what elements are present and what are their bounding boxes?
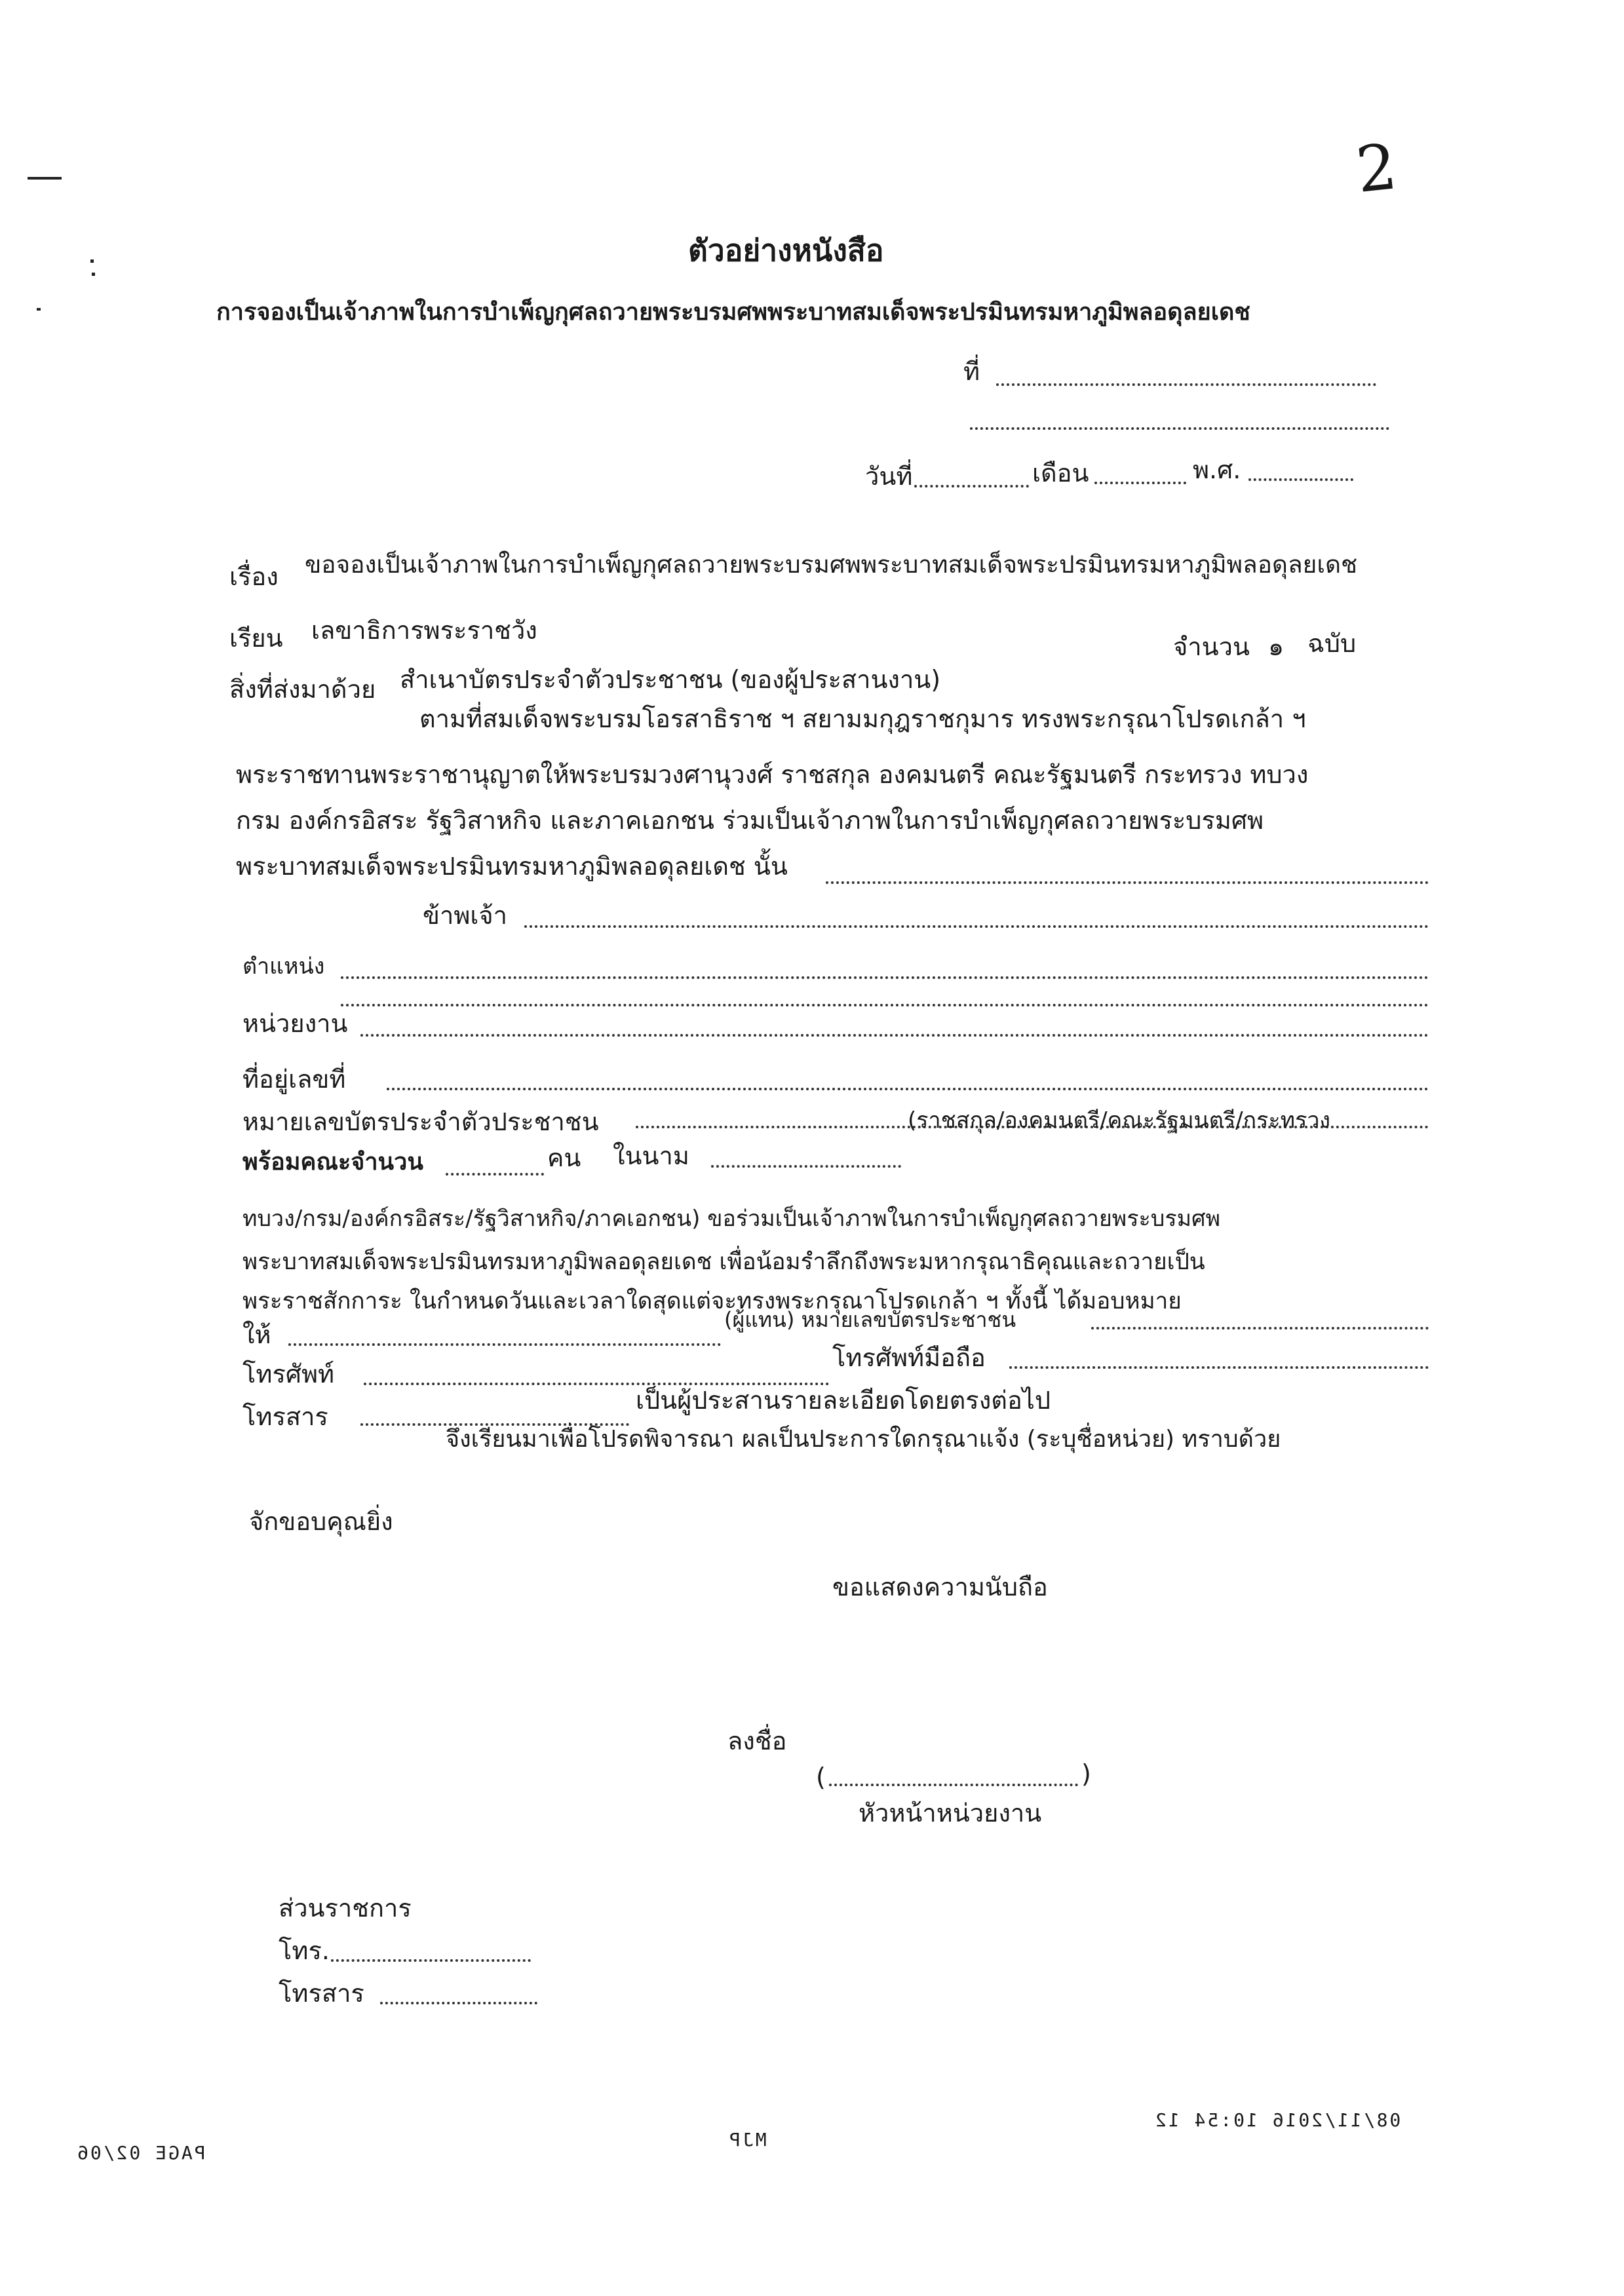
representative-name-field[interactable] (288, 1343, 721, 1346)
mobile-field[interactable] (1009, 1366, 1429, 1369)
in-name-label: ในนาม (613, 1141, 689, 1170)
group-count-label: พร้อมคณะจำนวน (242, 1149, 423, 1176)
mobile-label: โทรศัพท์มือถือ (832, 1343, 986, 1372)
name-label: ข้าพเจ้า (423, 901, 507, 930)
signature-label: ลงชื่อ (727, 1727, 787, 1755)
closing-request: จึงเรียนมาเพื่อโปรดพิจารณา ผลเป็นประการใดกรุณาแจ้ง (ระบุชื่อหน่วย) ทราบด้วย (446, 1426, 1281, 1453)
org-types-line-b: ทบวง/กรม/องค์กรอิสระ/รัฐวิสาหกิจ/ภาคเอกชน) ขอร่วมเป็นเจ้าภาพในการบำเพ็ญกุศลถวายพระบรมศพ (242, 1206, 1220, 1232)
enclosure-unit: ฉบับ (1307, 629, 1357, 658)
date-month-field[interactable] (1094, 482, 1186, 484)
in-name-field[interactable] (711, 1165, 901, 1168)
scan-mark-dot-1 (90, 259, 94, 263)
representative-id-label: (ผู้แทน) หมายเลขบัตรประชาชน (724, 1307, 1016, 1332)
body-line-3: กรม องค์กรอิสระ รัฐวิสาหกิจ และภาคเอกชน ร่วมเป็นเจ้าภาพในการบำเพ็ญกุศลถวายพระบรมศพ (236, 806, 1264, 835)
signature-paren-close: ) (1081, 1759, 1091, 1788)
name-field[interactable] (524, 925, 1429, 928)
footer-fax-label: โทรสาร (279, 1979, 364, 2008)
signature-paren-open: ( (816, 1763, 826, 1791)
document-subtitle: การจองเป็นเจ้าภาพในการบำเพ็ญกุศลถวายพระบรมศพพระบาทสมเด็จพระปรมินทรมหาภูมิพลอดุลยเดช (216, 299, 1250, 326)
footer-tel-label: โทร. (279, 1936, 330, 1965)
recipient-label: เรียน (229, 624, 283, 653)
purpose-line-c: พระบาทสมเด็จพระปรมินทรมหาภูมิพลอดุลยเดช เพื่อน้อมรำลึกถึงพระมหากรุณาธิคุณและถวายเป็น (242, 1249, 1205, 1275)
body-line-1: ตามที่สมเด็จพระบรมโอรสาธิราช ฯ สยามมกุฎราชกุมาร ทรงพระกรุณาโปรดเกล้า ฯ (419, 704, 1306, 733)
enclosure-count: ๑ (1268, 632, 1285, 661)
phone-label: โทรศัพท์ (242, 1360, 335, 1388)
body-line-2: พระราชทานพระราชานุญาตให้พระบรมวงศานุวงศ์ ราชสกุล องคมนตรี คณะรัฐมนตรี กระทรวง ทบวง (236, 760, 1309, 789)
fax-stamp-sender-text: MJP (727, 2129, 767, 2151)
date-year-label: พ.ศ. (1193, 455, 1241, 484)
agency-label: หน่วยงาน (242, 1009, 348, 1038)
footer-fax-field[interactable] (380, 2002, 537, 2004)
enclosure-text: สำเนาบัตรประจำตัวประชาชน (ของผู้ประสานงาน) (400, 665, 941, 694)
enclosure-count-label: จำนวน (1173, 632, 1250, 661)
body-line-4-trail (826, 881, 1429, 884)
scan-mark-dot-3 (37, 308, 41, 311)
closing-respect: ขอแสดงความนับถือ (832, 1573, 1048, 1601)
purpose-line-d: พระราชสักการะ ในกำหนดวันและเวลาใดสุดแต่จะทรงพระกรุณาโปรดเกล้า ฯ ทั้งนี้ ได้มอบหมาย (242, 1288, 1182, 1314)
scan-mark-dot-2 (92, 273, 95, 276)
address-label: ที่อยู่เลขที่ (242, 1065, 346, 1094)
ref-address-field[interactable] (970, 427, 1389, 430)
coordinator-text: เป็นผู้ประสานรายละเอียดโดยตรงต่อไป (636, 1386, 1051, 1415)
phone-field[interactable] (364, 1383, 829, 1385)
fax-stamp-sender (727, 2123, 767, 2153)
address-field[interactable] (387, 1088, 1429, 1090)
date-day-label: วันที่ (865, 462, 913, 491)
document-title: ตัวอย่างหนังสือ (688, 233, 884, 268)
representative-label: ให้ (242, 1320, 271, 1349)
position-field-2[interactable] (341, 1004, 1429, 1006)
position-field[interactable] (341, 976, 1429, 979)
position-label: ตำแหน่ง (242, 953, 325, 980)
id-card-label: หมายเลขบัตรประจำตัวประชาชน (242, 1107, 599, 1136)
fax-stamp-datetime-text: 08/11/2016 10:54 12 (1153, 2109, 1401, 2131)
signature-name-field[interactable] (829, 1784, 1078, 1786)
closing-thanks: จักขอบคุณยิ่ง (249, 1507, 393, 1536)
footer-dept-label: ส่วนราชการ (279, 1894, 412, 1923)
date-day-field[interactable] (914, 485, 1029, 488)
scan-mark-dash (28, 177, 62, 180)
representative-id-field[interactable] (1091, 1327, 1429, 1330)
ref-no-label: ที่ (963, 357, 980, 386)
date-year-field[interactable] (1248, 478, 1353, 481)
fax-stamp-page (75, 2136, 206, 2166)
fax-stamp-datetime (1153, 2103, 1401, 2133)
fax-stamp-page-text: PAGE 02/06 (75, 2142, 206, 2164)
ref-no-field[interactable] (996, 383, 1376, 386)
group-count-field[interactable] (446, 1173, 544, 1176)
head-of-agency-label: หัวหน้าหน่วยงาน (859, 1799, 1042, 1827)
subject-label: เรื่อง (229, 562, 279, 591)
recipient-text: เลขาธิการพระราชวัง (311, 616, 537, 645)
body-line-4: พระบาทสมเด็จพระปรมินทรมหาภูมิพลอดุลยเดช นั้น (236, 852, 788, 881)
enclosure-label: สิ่งที่ส่งมาด้วย (229, 675, 376, 704)
fax-label: โทรสาร (242, 1402, 328, 1431)
handwritten-page-number: 2 (1353, 130, 1401, 207)
person-unit: คน (547, 1143, 581, 1172)
footer-tel-field[interactable] (331, 1959, 531, 1962)
date-month-label: เดือน (1032, 459, 1089, 488)
agency-field[interactable] (360, 1034, 1429, 1037)
org-types-line-a: (ราชสกุล/องคมนตรี/คณะรัฐมนตรี/กระทรวง (908, 1107, 1331, 1134)
subject-text: ขอจองเป็นเจ้าภาพในการบำเพ็ญกุศลถวายพระบรมศพพระบาทสมเด็จพระปรมินทรมหาภูมิพลอดุลยเดช (305, 550, 1358, 579)
